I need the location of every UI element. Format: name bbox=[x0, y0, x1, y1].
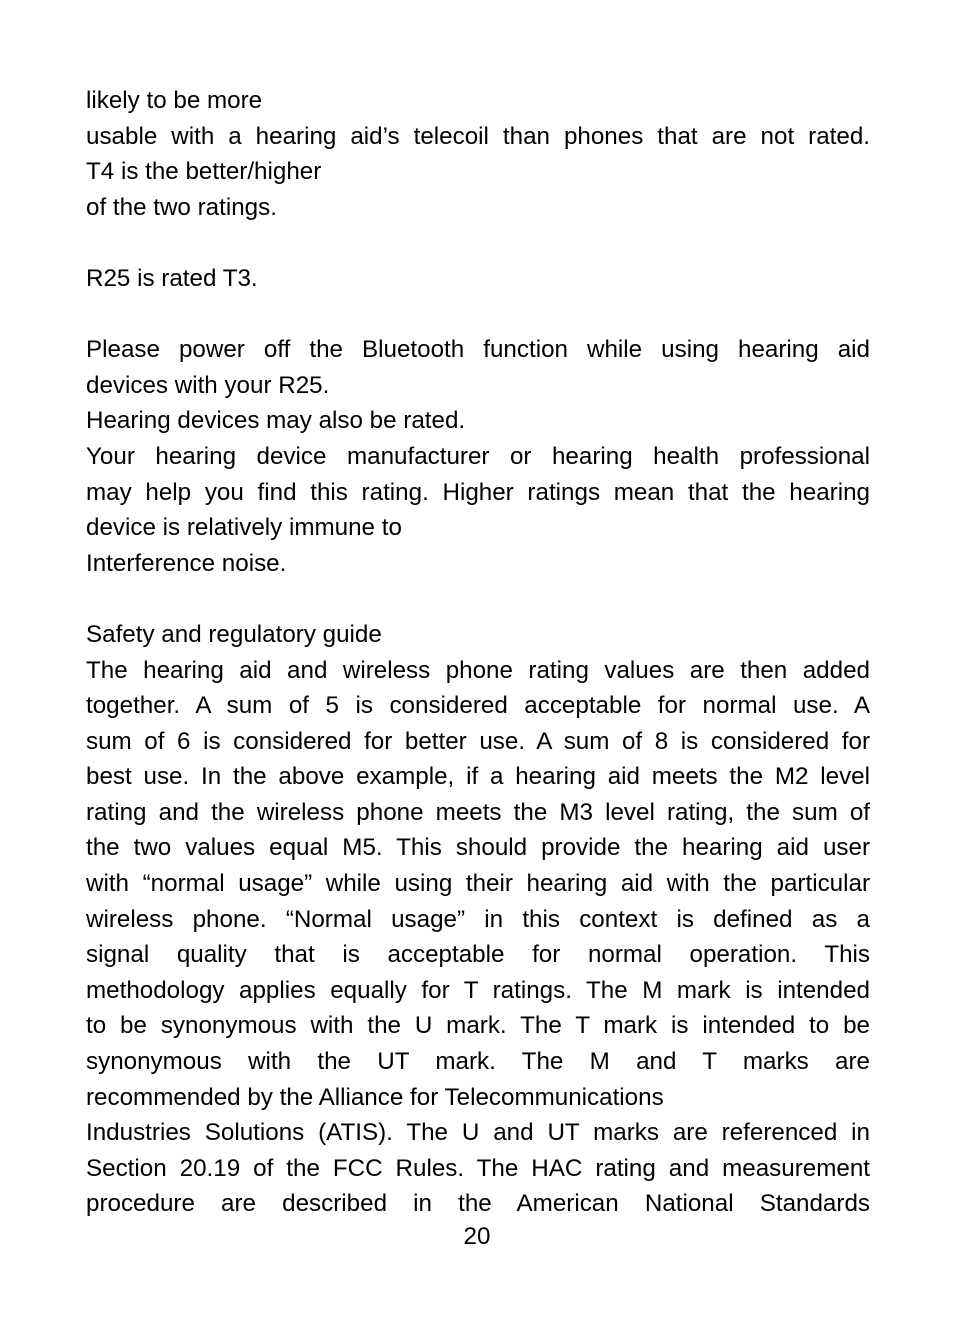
text-line: R25 is rated T3. bbox=[86, 264, 258, 292]
text-line: together. A sum of 5 is considered acceptable for normal use. A bbox=[86, 692, 870, 720]
text-line: may help you find this rating. Higher ratings mean that the hearing bbox=[86, 478, 870, 506]
text-line: Industries Solutions (ATIS). The U and UT marks are referenced in bbox=[86, 1119, 870, 1147]
text-line: The hearing aid and wireless phone rating values are then added bbox=[86, 656, 870, 684]
text-line: signal quality that is acceptable for normal operation. This bbox=[86, 941, 870, 969]
text-line: synonymous with the UT mark. The M and T marks are bbox=[86, 1048, 870, 1076]
text-line: likely to be more bbox=[86, 87, 263, 114]
text-line: methodology applies equally for T ratings. The M mark is intended bbox=[86, 976, 870, 1004]
page-number: 20 bbox=[463, 1223, 491, 1250]
text-line: with “normal usage” while using their hearing aid with the particular bbox=[86, 870, 870, 898]
blank-line bbox=[86, 297, 870, 333]
text-line: Section 20.19 of the FCC Rules. The HAC rating and measurement bbox=[86, 1154, 870, 1182]
text-line: wireless phone. “Normal usage” in this context is defined as a bbox=[86, 905, 870, 933]
text-line: usable with a hearing aid’s telecoil than phones that are not rated. bbox=[86, 122, 870, 150]
text-line: rating and the wireless phone meets the M3 level rating, the sum of bbox=[86, 798, 870, 826]
text-line: Your hearing device manufacturer or hearing health professional bbox=[86, 442, 870, 470]
page-body-text bbox=[86, 83, 870, 1222]
text-line: Safety and regulatory guide bbox=[86, 620, 382, 648]
text-line: sum of 6 is considered for better use. A sum of 8 is considered for bbox=[86, 727, 870, 755]
text-line: of the two ratings. bbox=[86, 193, 277, 221]
blank-line bbox=[86, 225, 870, 261]
text-line: to be synonymous with the U mark. The T mark is intended to be bbox=[86, 1012, 870, 1040]
blank-line bbox=[86, 581, 870, 617]
text-line: recommended by the Alliance for Telecommunications bbox=[86, 1083, 664, 1111]
text-line: Hearing devices may also be rated. bbox=[86, 407, 466, 435]
text-line: T4 is the better/higher bbox=[86, 158, 322, 186]
text-line: best use. In the above example, if a hearing aid meets the M2 level bbox=[86, 763, 870, 791]
text-line: the two values equal M5. This should provide the hearing aid user bbox=[86, 834, 870, 862]
text-line: Interference noise. bbox=[86, 549, 287, 577]
text-line: device is relatively immune to bbox=[86, 514, 402, 542]
text-line: Please power off the Bluetooth function while using hearing aid bbox=[86, 336, 870, 364]
text-line: procedure are described in the American National Standards bbox=[86, 1190, 870, 1218]
text-line: devices with your R25. bbox=[86, 371, 330, 399]
